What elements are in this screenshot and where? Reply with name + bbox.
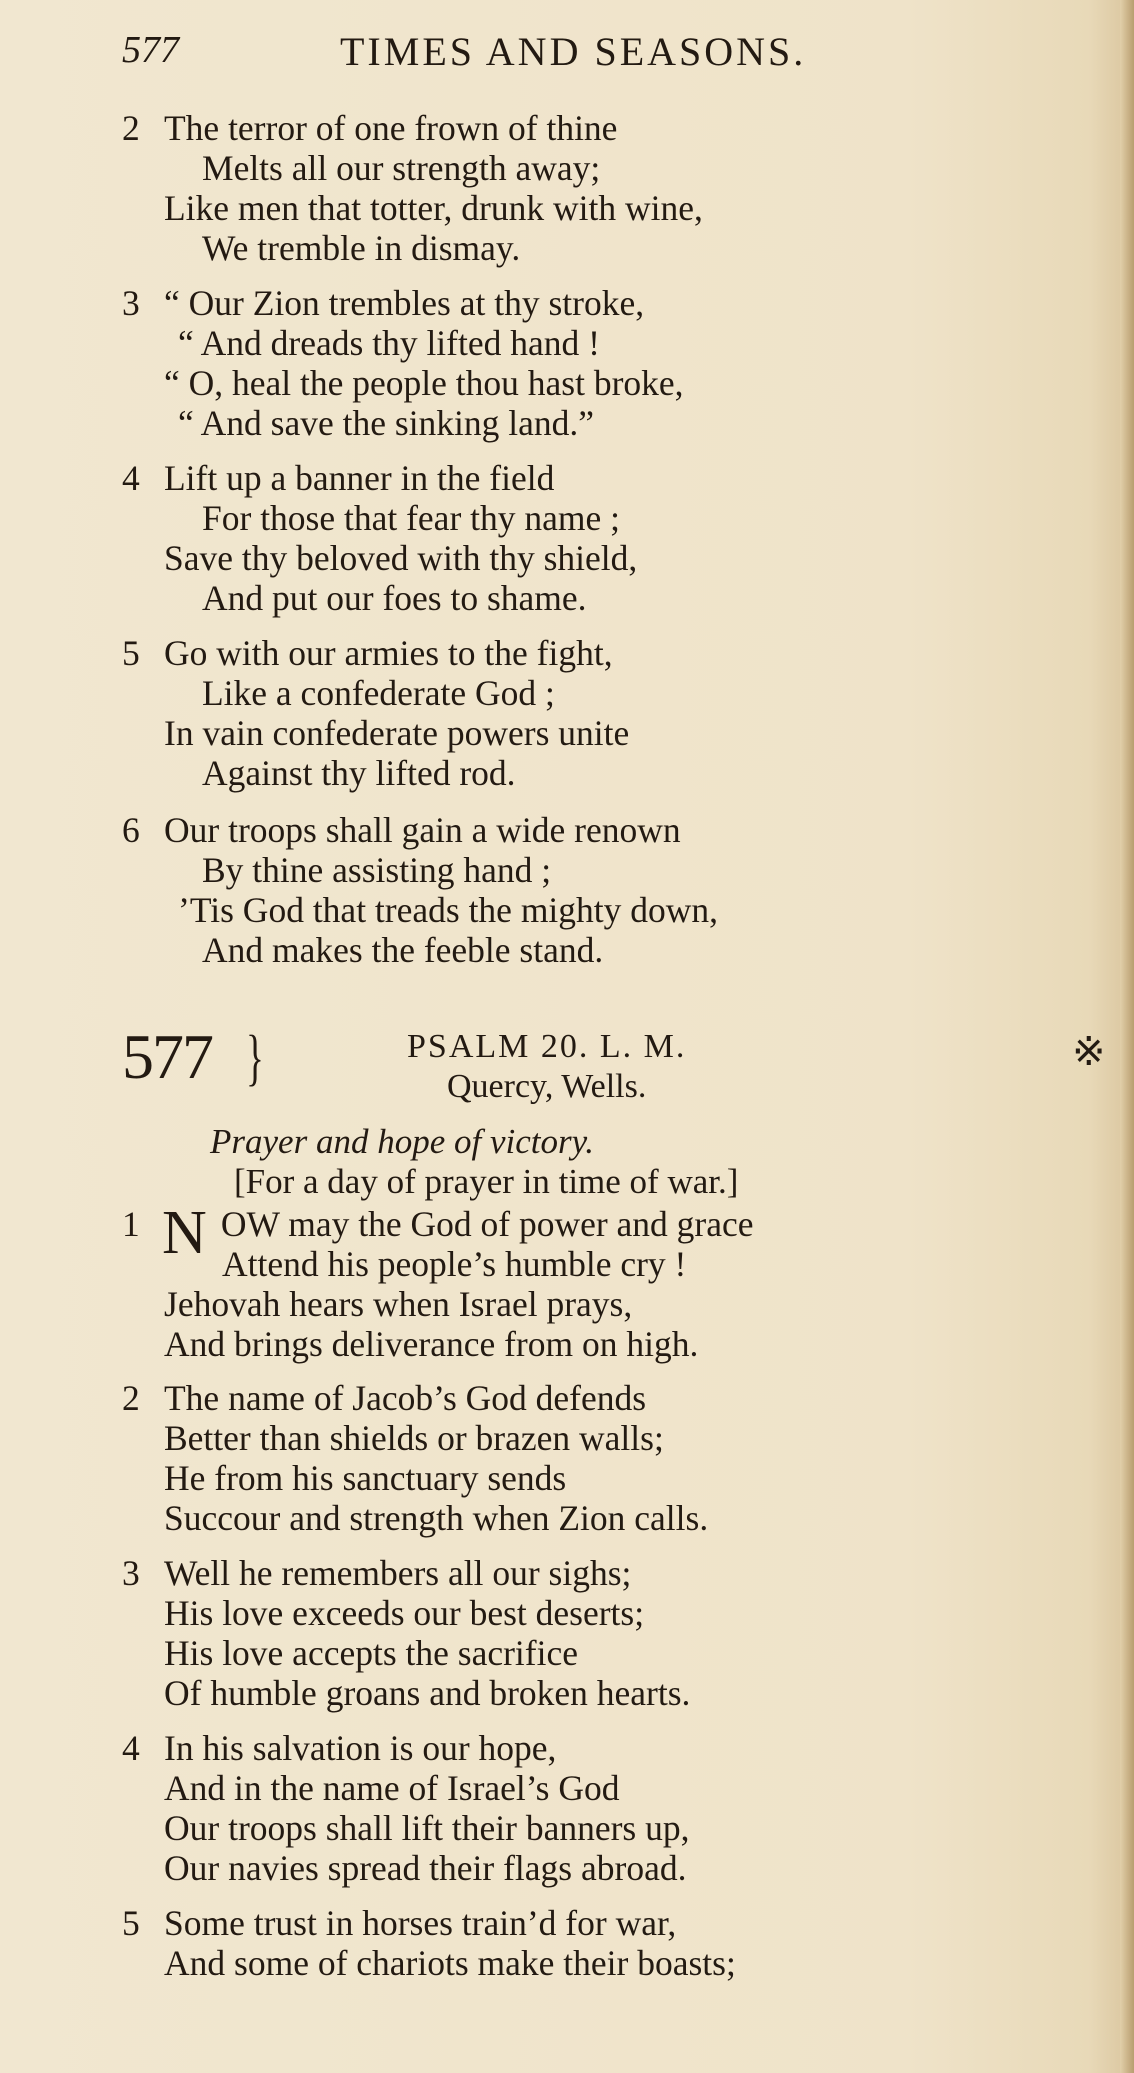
- stanza-line: Like a confederate God ;: [202, 673, 555, 713]
- hymn-header: [122, 1022, 1122, 1112]
- stanza-number: 1: [122, 1204, 140, 1244]
- stanza-line: Of humble groans and broken hearts.: [164, 1673, 691, 1713]
- stanza-2-top: [122, 108, 703, 268]
- stanza-line: 4 Lift up a banner in the field: [122, 458, 555, 498]
- stanza-line: Melts all our strength away;: [202, 148, 601, 188]
- stanza-line: 2 The name of Jacob’s God defends: [122, 1378, 647, 1418]
- stanza-number: 2: [122, 108, 140, 148]
- stanza-line: “ O, heal the people thou hast broke,: [164, 363, 684, 403]
- stanza-line: 5 Some trust in horses train’d for war,: [122, 1903, 677, 1943]
- stanza-line: Attend his people’s humble cry !: [222, 1244, 687, 1284]
- stanza-line: 3 Well he remembers all our sighs;: [122, 1553, 632, 1593]
- stanza-3: [122, 1553, 690, 1713]
- stanza-line: 6 Our troops shall gain a wide renown: [122, 810, 681, 850]
- stanza-4: [122, 1728, 690, 1888]
- stanza-line: His love accepts the sacrifice: [164, 1633, 578, 1673]
- stanza-line: He from his sanctuary sends: [164, 1458, 567, 1498]
- page-number: 577: [122, 29, 179, 71]
- stanza-5-top: [122, 633, 629, 793]
- stanza-2: [122, 1378, 708, 1538]
- stanza-line: His love exceeds our best deserts;: [164, 1593, 645, 1633]
- stanza-number: 2: [122, 1378, 140, 1418]
- stanza-4-top: [122, 458, 637, 618]
- stanza-number: 5: [122, 1903, 140, 1943]
- stanza-3-top: [122, 283, 684, 443]
- drop-cap: N: [162, 1199, 207, 1267]
- stanza-line: ’Tis God that treads the mighty down,: [178, 890, 719, 930]
- stanza-line: And in the name of Israel’s God: [164, 1768, 620, 1808]
- stanza-line: “ And save the sinking land.”: [178, 403, 595, 443]
- stanza-line: Jehovah hears when Israel prays,: [164, 1284, 633, 1324]
- stanza-line: 3 “ Our Zion trembles at thy stroke,: [122, 283, 645, 323]
- running-title: TIMES AND SEASONS.: [340, 29, 807, 74]
- stanza-number: 5: [122, 633, 140, 673]
- stanza-number: 3: [122, 1553, 140, 1593]
- reference-mark-icon: ※: [1072, 1029, 1106, 1074]
- stanza-line: And makes the feeble stand.: [202, 930, 604, 970]
- hymn-subtitle: Prayer and hope of victory.: [210, 1122, 594, 1161]
- stanza-number: 6: [122, 810, 140, 850]
- stanza-line: In vain confederate powers unite: [164, 713, 630, 753]
- brace-glyph: }: [245, 1024, 264, 1092]
- stanza-line: 4 In his salvation is our hope,: [122, 1728, 557, 1768]
- stanza-line: Our navies spread their flags abroad.: [164, 1848, 687, 1888]
- page-header: [122, 28, 922, 78]
- stanza-number: 4: [122, 1728, 140, 1768]
- stanza-1: [122, 1199, 754, 1364]
- stanza-line: 1 N OW may the God of power and grace: [122, 1199, 754, 1267]
- stanza-line: By thine assisting hand ;: [202, 850, 552, 890]
- stanza-line: Succour and strength when Zion calls.: [164, 1498, 709, 1538]
- stanza-line: Our troops shall lift their banners up,: [164, 1808, 690, 1848]
- stanza-line: 2 The terror of one frown of thine: [122, 108, 618, 148]
- stanza-line: Better than shields or brazen walls;: [164, 1418, 664, 1458]
- psalm-title: PSALM 20. L. M.: [407, 1028, 687, 1065]
- hymn-number: 577: [122, 1021, 212, 1092]
- stanza-number: 3: [122, 283, 140, 323]
- stanza-line: “ And dreads thy lifted hand !: [178, 323, 600, 363]
- stanza-line: We tremble in dismay.: [202, 228, 521, 268]
- stanza-line: And put our foes to shame.: [202, 578, 587, 618]
- tune-names: Quercy, Wells.: [447, 1068, 647, 1105]
- stanza-line: And some of chariots make their boasts;: [164, 1943, 736, 1983]
- stanza-line: And brings deliverance from on high.: [164, 1324, 699, 1364]
- stanza-line: For those that fear thy name ;: [202, 498, 620, 538]
- stanza-number: 4: [122, 458, 140, 498]
- stanza-line: Save thy beloved with thy shield,: [164, 538, 638, 578]
- stanza-line: Against thy lifted rod.: [202, 753, 516, 793]
- stanza-line: 5 Go with our armies to the fight,: [122, 633, 613, 673]
- hymn-occasion: [For a day of prayer in time of war.]: [234, 1162, 739, 1201]
- stanza-5: [122, 1903, 736, 1983]
- stanza-6-top: [122, 810, 718, 970]
- page-edge: [1120, 0, 1134, 2073]
- stanza-line: Like men that totter, drunk with wine,: [164, 188, 703, 228]
